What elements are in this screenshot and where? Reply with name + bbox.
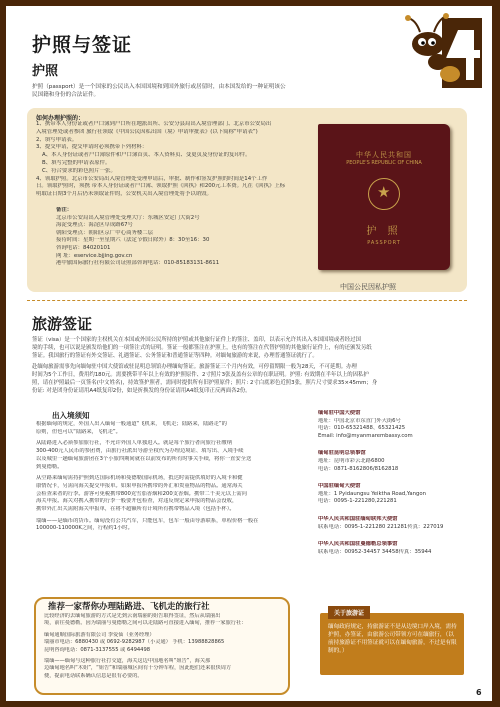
embassy-name: 缅甸驻昆明总领事馆 [318, 450, 366, 457]
howto-heading: 如何办理护照的： [36, 115, 85, 122]
tip-tab: 关于旅游证 [328, 606, 370, 619]
embassy-list [318, 410, 468, 556]
exit-line: 携带外汇出关需附海关申报单，在将不超额所有计境所有携带物品入境（包括手杯）。 [36, 506, 235, 513]
contact-line: 港中旅国际旅行社有限公司证照部咨询电话：010-85183131-8611 [56, 260, 220, 267]
exit-line: 海关申报。海关对携入携带的行李一般要开包检查，对违反规定来申报的物品会没收， [36, 498, 238, 505]
embassy-name: 缅甸驻中国大使馆 [318, 410, 361, 416]
page-title: 护照与签证 [32, 34, 133, 56]
exit-line: 到曼德勒。 [36, 463, 63, 470]
recommend-line: 比较经济的去缅甸旅游的方式是先到云南瑞丽的姐告取得签证，然后从瑞丽出 [44, 613, 221, 619]
exit-entry-text [36, 421, 280, 533]
recommend-line: 境，前往曼德勒。因为瑞丽与曼德勒之间可以走陆路可直接进入缅甸，推荐一家旅行社： [44, 620, 247, 627]
intro-line: 护照（passport）是一个国家的公民出入本国国境和到国外旅行或居留时，由本国发给的一种证明该公 [32, 84, 286, 90]
recommend-line: 昆明咨询电话：0871-3137555 或 6494498 [44, 646, 151, 653]
side-strip [492, 0, 500, 707]
ant-logo-icon [398, 10, 486, 90]
visa-line: 赴缅甸旅游需事先向缅甸驻中国大使馆或驻昆明总领馆办理缅甸签证。旅游签证三个月内有效，可停留期限一般为28天，不可延期。办理 [32, 364, 357, 370]
exit-line: 从空路来缅甸需持护照到达国际机场和曼德勒国际机场，抵达时需提供填好的入境卡和健 [36, 475, 243, 482]
currency-line: 瑞缅——是缅币的货币。缅甸没有公共汽车，只能包车，包车一般由导游联系，单程价格一般在 [36, 517, 259, 524]
national-emblem-icon [368, 178, 400, 210]
exit-line: 以及城里一趟缅甸旅游团在3个小旅四期间就在以前发布的所有时事关手续，将你一直安全送 [36, 455, 252, 462]
embassy-name: 中国驻缅甸大使馆 [318, 483, 361, 490]
embassy-name: 中华人民共和国驻曼德勒总领事馆 [318, 541, 398, 548]
passport-word-cn: 护 照 [366, 226, 402, 237]
contact-line: 接待时间：星期一至星期六（法定节假日除外）8：30至16：30 [56, 237, 210, 244]
embassy-line: 地址：中国北京市东直门外大街6号 [318, 417, 401, 424]
step-line: A、本人身份证或者户口簿原件和户口簿首页、本人资料页、变更页及身份证的复印件。 [42, 152, 251, 159]
recommend-line: 边缅甸地名叫“木姐”，“姐告”和瑞丽城区间有十分钟车程，因此他们还来很快周方 [44, 665, 232, 672]
step-line: 3、提交申请，提交申请时必须携带下列材料： [36, 144, 148, 151]
passport-caption: 中国公民因私护照 [340, 283, 396, 291]
contact-line: 北京市公安局出入境管理处受理大厅：东城区安定门大街2号 [56, 214, 200, 221]
contact-line: 咨询电话：84020101 [56, 244, 111, 251]
embassy-line: 地址：昆明市彩云北路6800 [318, 457, 385, 464]
embassy-line: 联系电话：00952-34457 34458传真：35944 [318, 548, 432, 555]
passport-country-en: PEOPLE'S REPUBLIC OF CHINA [346, 160, 422, 166]
recommend-line: 便，提前电话联系确认信息是很有必要的。 [44, 672, 143, 679]
recommend-line: 缅甸通顺国际旅游有限公司 李爱仙（业务经理） [44, 631, 155, 638]
passport-photo [318, 124, 450, 270]
embassy-line: 联系电话：0095-1-221280 221281传真：227019 [318, 523, 444, 530]
passport-heading: 护照 [32, 64, 59, 79]
recommend-title: 推荐一家帮你办理陆路进、飞机走的旅行社 [48, 602, 210, 612]
step-line: 1、携带本人身份证或者户口簿到户口所在地派出所、公安分县局出入境管理部门、北京市公安局出 [36, 121, 272, 127]
exit-entry-heading: 出入境须知 [52, 411, 90, 420]
exit-line: 会检查来者的行李。游客可免税携带800克雪茄香烟和200支香烟。携带二千美元以上需向 [36, 490, 247, 497]
visa-line: 签证。我国旅行的签证有外交签证、礼遇签证、公务签证和普通签证等四种。对缅甸旅游的来说，办理普通签证就行了。 [32, 353, 318, 359]
page-number: 6 [476, 688, 482, 697]
passport-intro [32, 83, 464, 99]
tip-text: 缅甸政府规定，持旅游证不是从边境口岸入境，需持护照，办签证，由旅游公司带领方可在缅旅行，（以前持旅游证不用签证就可以在缅甸旅游，不过是有限制的。） [328, 624, 457, 654]
step-line: 日。领取护照时，须携 带本人身份证或者户口簿、领取护照《回执》和200元工本费。凡在《回执》上标 [36, 183, 286, 190]
passport-contact [56, 207, 286, 268]
passport-word-en: PASSPORT [367, 240, 401, 246]
step-line: B、填写完整的申请表原件。 [42, 159, 111, 166]
visa-line: 照，请在护照最后一页签名(中文姓名)，持效签护照者，需同时提供所有旧护照原件；照片: 2寸白底彩色近照3张，照片尺寸要求35×45mm；身 [32, 380, 378, 386]
embassy-line: 电话：010-65321488、65321425 [318, 425, 406, 432]
contact-line: 网 址：eservice.bjjing.gov.cn [56, 252, 133, 259]
step-line: 2、填写申请表。 [36, 136, 78, 143]
exit-line: 300-400元人民币的参团费，由旅行社派出导游全权代为办理边境证、填写出、入境手续 [36, 448, 244, 455]
visa-line: 境的手续，也可以说是颁发给他们的一项签注式的证明。签证一般都签注在护照上，也有的签注在代替护照的其他旅行证件上，有的还颁发另纸 [32, 345, 372, 351]
passport-country-cn: 中华人民共和国 [356, 151, 412, 159]
recommend-line: 瑞丽市电话：6880430 或 0692-9282987（小灵通） 手机：13988828865 [44, 639, 225, 646]
recommend-text [44, 613, 284, 680]
embassy-line: Email: info@myanmarembassy.com [318, 432, 413, 439]
section-divider [27, 300, 467, 301]
contact-heading: 备注： [56, 207, 73, 213]
visa-line: 时间为5个工作日，费用约180元。需要携带半年以上有效的护照原件、2寸照片3张及盖有公章的在职证明。护照: 有效期在半年以上的因私护 [32, 372, 369, 378]
exit-line: 康情况卡，另需向海关提交申报单。如果申报所携带的外汇和贵重物品的物品。通常海关 [36, 482, 243, 489]
visa-paragraphs [32, 336, 464, 395]
step-line: 入境管理处或者参团 旅行社领取《中国公民因私出国（境）申请审批表》(以下简称“申请表”) [36, 128, 258, 135]
step-line: 4、领取护照。北京市公安局出入境管理处受理申请后，审批、制作和签发护照的时间是14个工作 [36, 175, 268, 182]
contact-line: 海淀受理点：海淀区阜成路67号 [56, 222, 133, 229]
contact-line: 朝阳受理点：朝阳区京广中心商务楼二层 [56, 229, 154, 236]
currency-line: 100000-110000K之间，行程约1小时。 [36, 525, 133, 532]
recommend-line: 瑞缅——缅甸与这种旅行社打交道，海关这边中国地名叫“姐告”，海关那 [44, 658, 211, 665]
step-line: C、符合要求的彩色照片一张。 [42, 167, 116, 174]
intro-line: 民国籍和身份的合法证件。 [32, 92, 100, 98]
embassy-line: 电话：0095-1-221280,221281 [318, 498, 397, 505]
exit-line: 根据缅甸的规定，外国人出入缅甸一般通道“飞机来，飞机走；陆路来，陆路走”的 [36, 421, 227, 427]
embassy-name: 中华人民共和国驻缅甸联邦大使馆 [318, 515, 398, 522]
visa-heading: 旅游签证 [32, 315, 93, 333]
visa-line: 份证: 对是团身份证请用A4纸复印2份，如是折换发的身份证请用A4纸复印正反两面各2份。 [32, 388, 251, 394]
exit-line: 从陆路进入必须参加旅行社，不允许外国人单独进入。就是每个旅行者向旅行社缴纳 [36, 440, 232, 447]
visa-line: 签证（visa）是一个国家的主权机关在本国或外国公民所持的护照或其他旅行证件上的签注、盖印，以表示允许其出入本国国境或者经过国 [32, 337, 361, 343]
embassy-line: 电话：0871-8162806/8162818 [318, 465, 399, 472]
embassy-line: 地址：1 Pyidaungsu Yeiktha Road,Yangon [318, 490, 426, 497]
exit-line: 原则，但也可以“陆路来，飞机走”。 [36, 428, 121, 435]
step-line: 明取证日期3个月后仍未领取证件的，公安机关出入境管理处将予以销毁。 [36, 191, 212, 198]
